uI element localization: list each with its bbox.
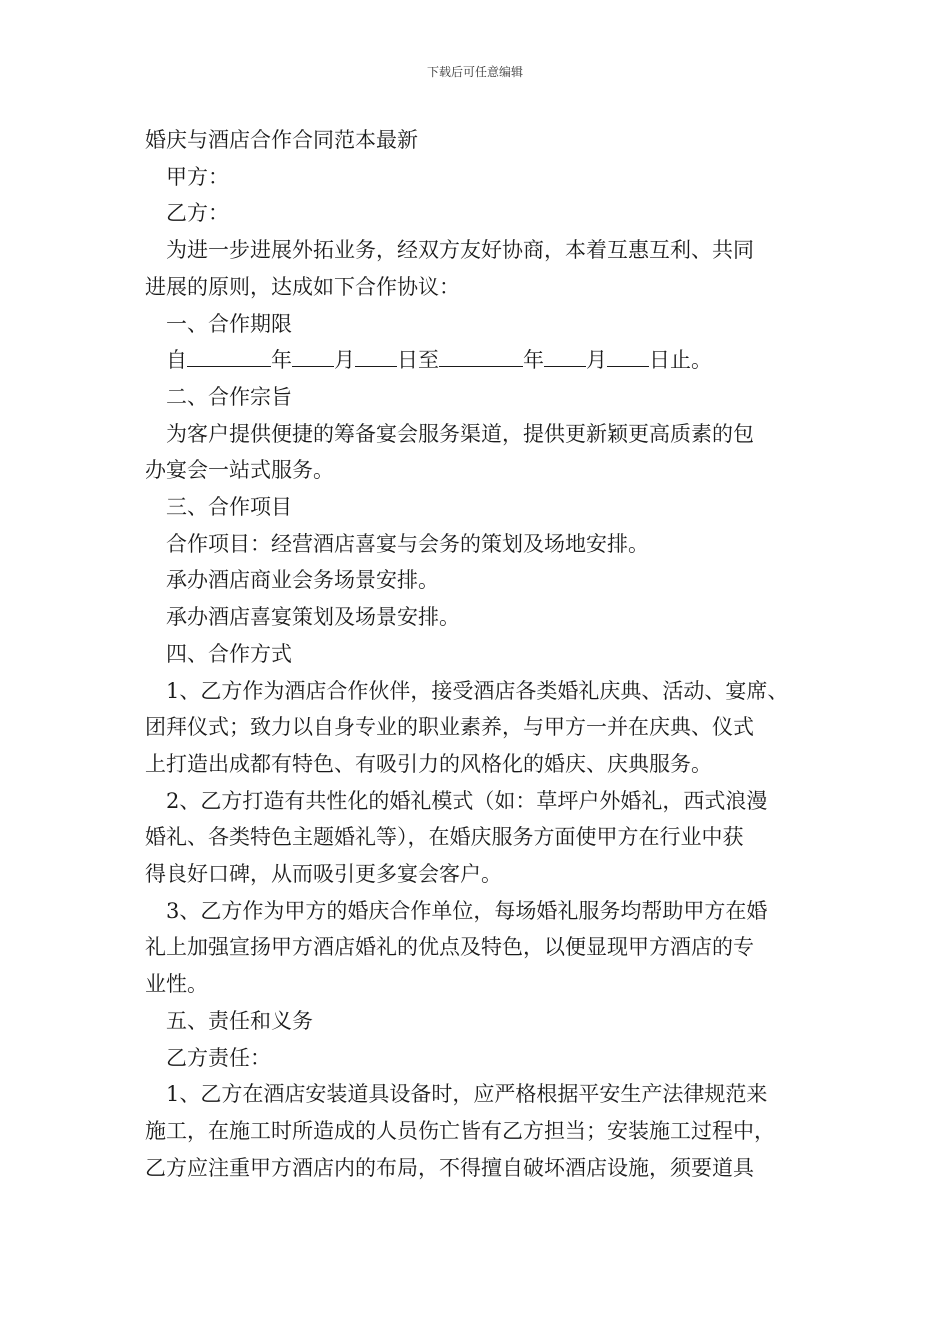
subheading: 乙方责任： <box>166 1045 271 1070</box>
period-day-to-label: 日至 <box>397 348 439 373</box>
paragraph-line: 乙方应注重甲方酒店内的布局，不得擅自破坏酒店设施，须要道具 <box>145 1155 754 1180</box>
blank-day-field[interactable] <box>607 342 649 367</box>
paragraph-line: 礼上加强宣扬甲方酒店婚礼的优点及特色，以便显现甲方酒店的专 <box>145 935 754 960</box>
section-heading: 一、合作期限 <box>166 311 292 336</box>
list-item: 合作项目：经营酒店喜宴与会务的策划及场地安排。 <box>166 531 649 556</box>
blank-day-field[interactable] <box>355 342 397 367</box>
page-header: 下载后可任意编辑 <box>426 65 523 79</box>
paragraph-line: 为客户提供便捷的筹备宴会服务渠道，提供更新颖更高质素的包 <box>166 421 754 446</box>
blank-year-field[interactable] <box>187 342 271 367</box>
period-line <box>145 342 810 379</box>
paragraph-line: 得良好口碑，从而吸引更多宴会客户。 <box>145 862 502 887</box>
paragraph-line: 上打造出成都有特色、有吸引力的风格化的婚庆、庆典服务。 <box>145 751 712 776</box>
section-heading: 二、合作宗旨 <box>166 384 292 409</box>
paragraph-line: 团拜仪式；致力以自身专业的职业素养，与甲方一并在庆典、仪式 <box>145 715 754 740</box>
party-a-line: 甲方： <box>166 164 229 189</box>
section-heading: 五、责任和义务 <box>166 1008 313 1033</box>
paragraph-line: 婚礼、各类特色主题婚礼等），在婚庆服务方面使甲方在行业中获 <box>145 825 744 850</box>
blank-month-field[interactable] <box>292 342 334 367</box>
paragraph-line: 1、乙方作为酒店合作伙伴，接受酒店各类婚礼庆典、活动、宴席、 <box>166 678 789 703</box>
list-item: 承办酒店商业会务场景安排。 <box>166 568 439 593</box>
period-from-label: 自 <box>166 348 187 373</box>
period-month-label: 月 <box>334 348 355 373</box>
party-b-line: 乙方： <box>166 201 229 226</box>
section-heading: 三、合作项目 <box>166 495 292 520</box>
paragraph-line: 2、乙方打造有共性化的婚礼模式（如：草坪户外婚礼，西式浪漫 <box>166 788 768 813</box>
paragraph-line: 3、乙方作为甲方的婚庆合作单位，每场婚礼服务均帮助甲方在婚 <box>166 898 768 923</box>
section-heading: 四、合作方式 <box>166 641 292 666</box>
period-year-label: 年 <box>271 348 292 373</box>
period-month-label: 月 <box>586 348 607 373</box>
paragraph-line: 办宴会一站式服务。 <box>145 458 334 483</box>
blank-month-field[interactable] <box>544 342 586 367</box>
paragraph-line: 施工，在施工时所造成的人员伤亡皆有乙方担当；安装施工过程中， <box>145 1118 775 1143</box>
paragraph-line: 1、乙方在酒店安装道具设备时，应严格根据平安生产法律规范来 <box>166 1082 768 1107</box>
list-item: 承办酒店喜宴策划及场景安排。 <box>166 605 460 630</box>
period-end-label: 日止。 <box>649 348 712 373</box>
intro-line: 进展的原则，达成如下合作协议： <box>145 274 460 299</box>
period-year-label: 年 <box>523 348 544 373</box>
paragraph-line: 业性。 <box>145 972 208 997</box>
blank-year-field[interactable] <box>439 342 523 367</box>
document-body <box>145 122 810 1186</box>
document-title: 婚庆与酒店合作合同范本最新 <box>145 128 418 152</box>
intro-line: 为进一步进展外拓业务，经双方友好协商，本着互惠互利、共同 <box>166 238 754 263</box>
